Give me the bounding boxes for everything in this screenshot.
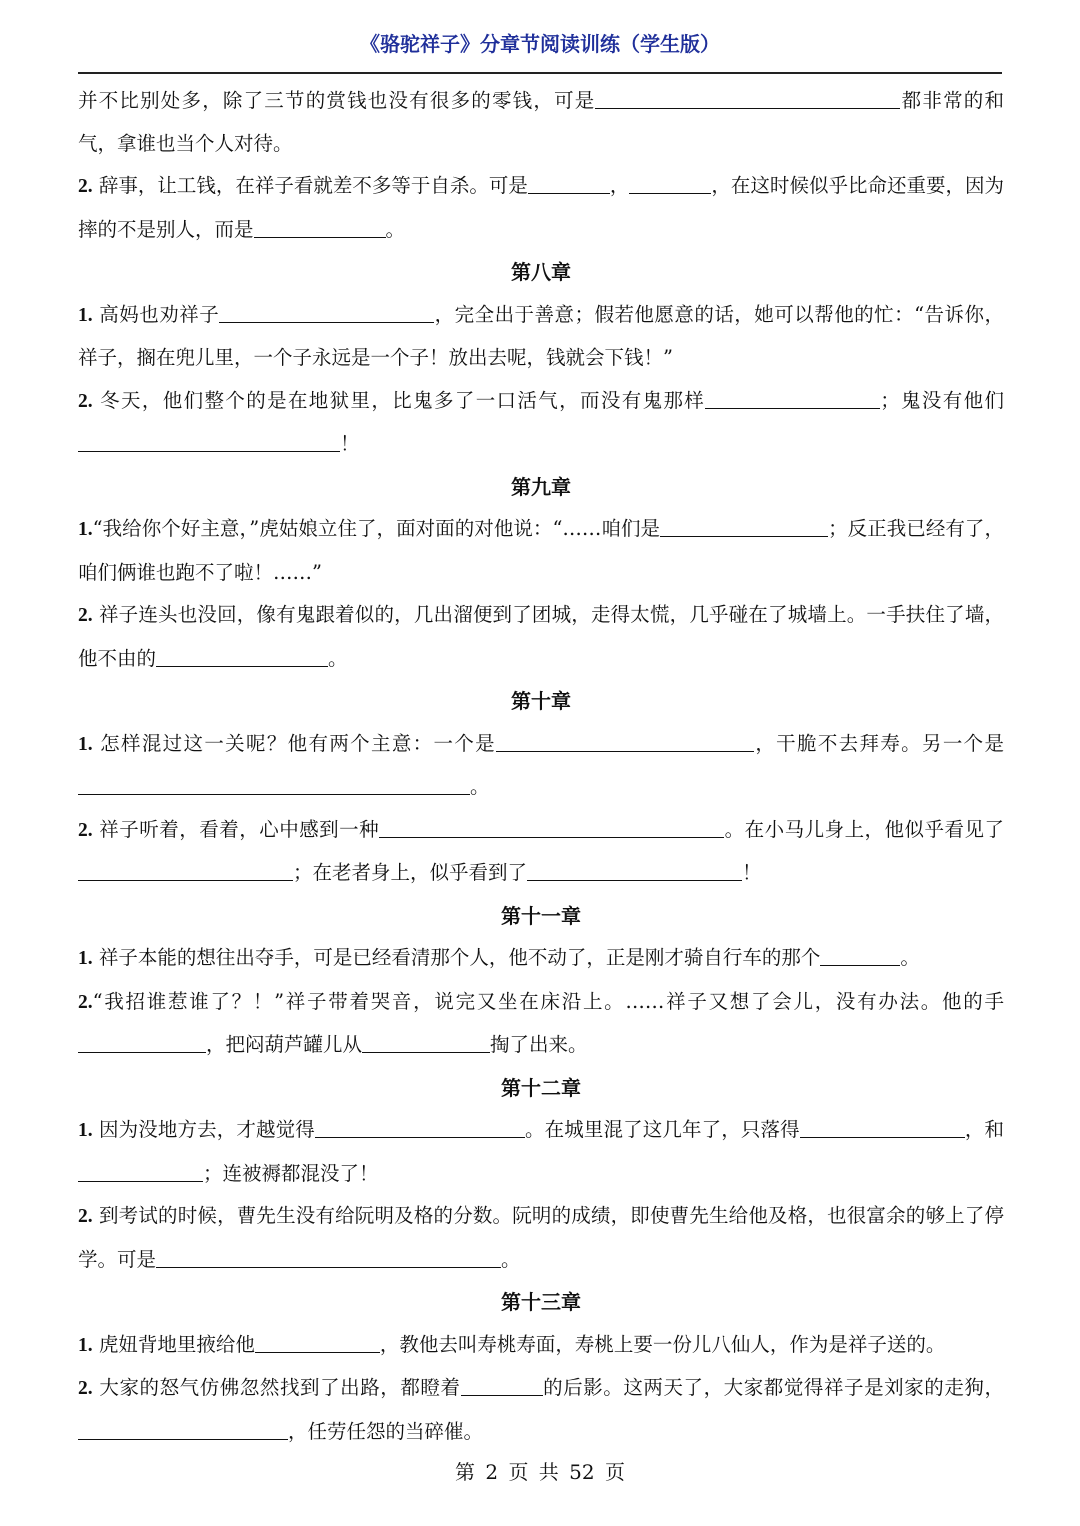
worksheet-content (78, 80, 1004, 1453)
fill-blank[interactable] (528, 174, 610, 195)
fill-blank[interactable] (78, 861, 293, 882)
fill-blank[interactable] (156, 1247, 501, 1268)
fill-blank[interactable] (78, 1419, 288, 1440)
ch10-question-2: 2. 祥子听着，看着，心中感到一种 。在小马儿身上，他似乎看见了；在老者身上，似乎看到了 ！ (78, 817, 1004, 884)
ch8-question-2: 2. 冬天，他们整个的是在地狱里，比鬼多了一口活气，而没有鬼那样 ；鬼没有他们！ (78, 388, 1004, 455)
fill-blank[interactable] (255, 1332, 380, 1353)
chapter-9-heading: 第九章 (511, 474, 571, 499)
ch8-question-1: 1. 高妈也劝祥子 ，完全出于善意；假若他愿意的话，她可以帮他的忙：“告诉你，祥子，搁在兜儿里，一个子永远是一个子！放出去呢，钱就会下钱！” (78, 302, 1004, 369)
chapter-11-heading: 第十一章 (501, 903, 581, 928)
chapter-8-heading: 第八章 (511, 260, 571, 284)
fill-blank[interactable] (78, 432, 340, 453)
document-header-title: 《骆驼祥子》分章节阅读训练（学生版） (360, 32, 720, 56)
fill-blank[interactable] (527, 861, 742, 882)
fill-blank[interactable] (496, 731, 754, 752)
fill-blank[interactable] (156, 646, 328, 667)
ch12-question-1: 1. 因为没地方去，才越觉得 。在城里混了这几年了，只落得 ，和；连被褥都混没了！ (78, 1118, 1004, 1185)
chapter-12-heading: 第十二章 (501, 1075, 581, 1100)
intro-question-2: 2. 辞事，让工钱，在祥子看就差不多等于自杀。可是 ， ，在这时候似乎比命还重要，因为摔的不是别人，而是 。 (78, 174, 1004, 241)
fill-blank[interactable] (78, 775, 470, 796)
fill-blank[interactable] (820, 946, 900, 967)
chapter-10-heading: 第十章 (511, 689, 571, 713)
fill-blank[interactable] (315, 1118, 525, 1139)
fill-blank[interactable] (705, 388, 880, 409)
fill-blank[interactable] (660, 517, 828, 538)
fill-blank[interactable] (78, 1033, 206, 1054)
fill-blank[interactable] (78, 1161, 203, 1182)
ch11-question-1: 1. 祥子本能的想往出夺手，可是已经看清那个人，他不动了，正是刚才骑自行车的那个 。 (78, 946, 920, 969)
fill-blank[interactable] (629, 174, 711, 195)
chapter-13-heading: 第十三章 (501, 1290, 581, 1314)
ch11-question-2: 2.“我招谁惹谁了？！”祥子带着哭音，说完又坐在床沿上。……祥子又想了会儿，没有办法。他的手，把闷葫芦罐儿从 掏了出来。 (78, 989, 1004, 1056)
fill-blank[interactable] (362, 1033, 490, 1054)
header-divider (78, 72, 1002, 74)
intro-paragraph-1: 并不比别处多，除了三节的赏钱也没有很多的零钱，可是 都非常的和气，拿谁也当个人对待。 (78, 89, 1004, 155)
ch10-question-1: 1. 怎样混过这一关呢？他有两个主意：一个是 ，干脆不去拜寿。另一个是。 (78, 731, 1004, 798)
page-number: 第 2 页 共 52 页 (455, 1460, 625, 1484)
ch13-question-1: 1. 虎妞背地里掖给他 ，教他去叫寿桃寿面，寿桃上要一份儿八仙人，作为是祥子送的。 (78, 1332, 946, 1356)
ch9-question-1: 1.“我给你个好主意，”虎姑娘立住了，面对面的对他说：“……咱们是 ；反正我已经有了，咱们俩谁也跑不了啦！……” (78, 517, 1004, 584)
fill-blank[interactable] (379, 817, 724, 838)
fill-blank[interactable] (254, 217, 386, 238)
fill-blank[interactable] (461, 1376, 543, 1397)
ch12-question-2: 2. 到考试的时候，曹先生没有给阮明及格的分数。阮明的成绩，即使曹先生给他及格，也很富余的够上了停学。可是 。 (78, 1204, 1004, 1271)
fill-blank[interactable] (800, 1118, 965, 1139)
ch13-question-2: 2. 大家的怒气仿佛忽然找到了出路，都瞪着 的后影。这两天了，大家都觉得祥子是刘家的走狗，，任劳任怨的当碎催。 (78, 1376, 1004, 1443)
fill-blank[interactable] (595, 89, 900, 110)
fill-blank[interactable] (219, 302, 434, 323)
ch9-question-2: 2. 祥子连头也没回，像有鬼跟着似的，几出溜便到了团城，走得太慌，几乎碰在了城墙上。一手扶住了墙，他不由的 。 (78, 603, 1004, 670)
